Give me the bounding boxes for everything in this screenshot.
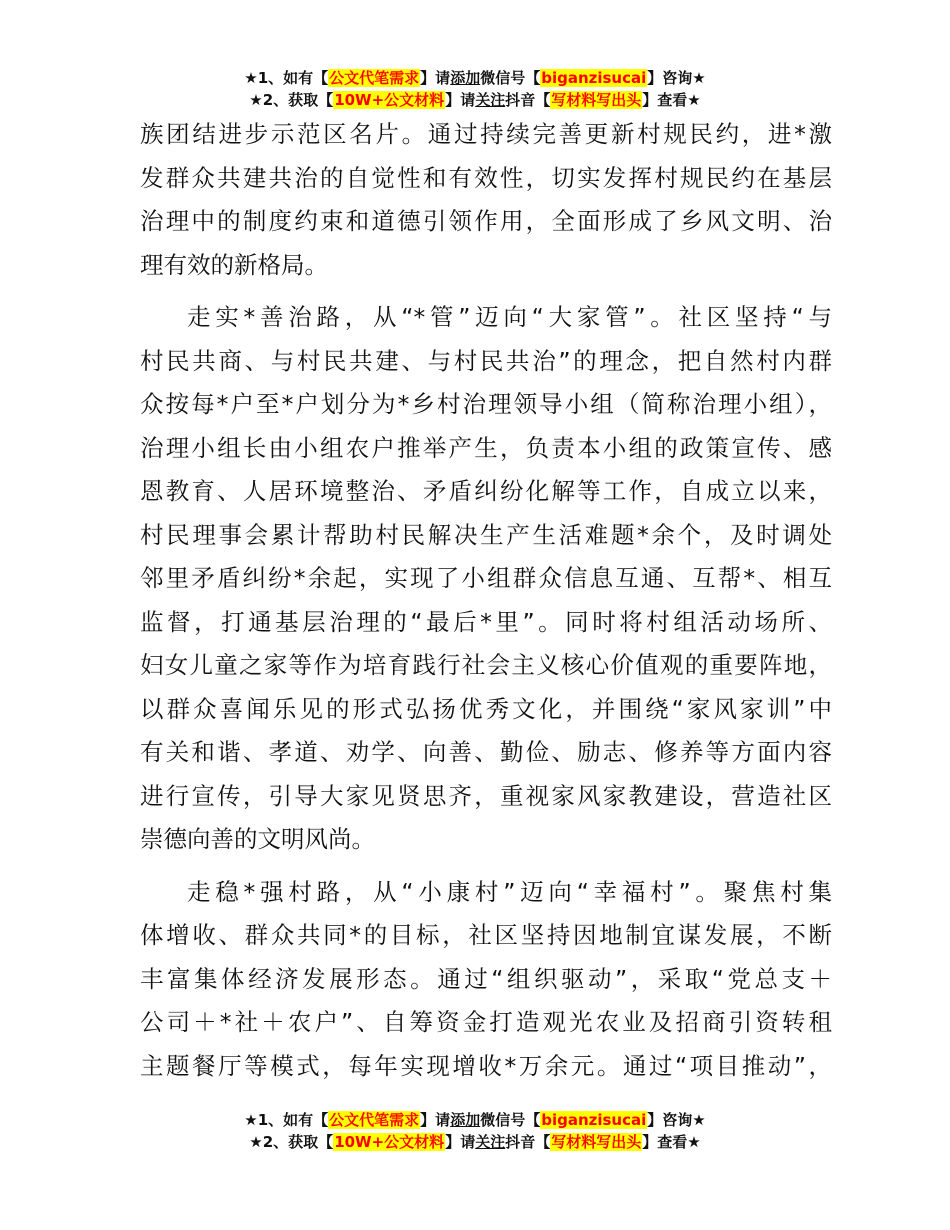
text-line: 邻里矛盾纠纷*余起，实现了小组群众信息互通、互帮*、相互	[140, 564, 832, 592]
text-line: 走稳*强村路，从“小康村”迈向“幸福村”。聚焦村集	[187, 877, 832, 906]
highlight-materials: 10W+公文材料	[334, 1133, 445, 1151]
banner-text: 微信号【	[480, 69, 541, 87]
text-line: 治理小组长由小组农户推举产生，负责本小组的政策宣传、感	[140, 433, 832, 462]
text-line: 进行宣传，引导大家见贤思齐，重视家风家教建设，营造社区	[140, 781, 832, 810]
text-line: 村民理事会累计帮助村民解决生产生活难题*余个，及时调处	[140, 520, 832, 549]
document-body	[140, 113, 832, 1097]
banner-text: 】咨询★	[647, 69, 706, 87]
banner-line-1	[0, 1109, 950, 1131]
header-banner	[0, 67, 950, 111]
text-line: 以群众喜闻乐见的形式弘扬优秀文化，并围绕“家风家训”中	[140, 694, 832, 723]
banner-text: 】咨询★	[647, 1111, 706, 1129]
paragraph-1	[140, 113, 832, 287]
underlined-text: 关注	[475, 1133, 506, 1151]
highlight-materials: 10W+公文材料	[334, 91, 445, 109]
banner-text: 】请	[445, 91, 476, 109]
text-line: 有关和谐、孝道、劝学、向善、勤俭、励志、修养等方面内容	[140, 738, 832, 766]
banner-text: 】查看★	[642, 1133, 701, 1151]
paragraph-3	[140, 871, 832, 1089]
text-line: 丰富集体经济发展形态。通过“组织驱动”，采取“党总支＋	[140, 964, 832, 993]
text-line: 崇德向善的文明风尚。	[140, 825, 375, 853]
banner-text: 】请	[420, 69, 451, 87]
text-line: 监督，打通基层治理的“最后*里”。同时将村组活动场所、	[140, 607, 832, 636]
text-line: 妇女儿童之家等作为培育践行社会主义核心价值观的重要阵地，	[140, 651, 832, 679]
underlined-text: 添加	[450, 1111, 481, 1129]
text-line: 公司＋*社＋农户”、自筹资金打造观光农业及招商引资转租	[140, 1008, 832, 1036]
banner-text: 】请	[445, 1133, 476, 1151]
banner-text: 微信号【	[480, 1111, 541, 1129]
banner-text: 】请	[420, 1111, 451, 1129]
text-line: 走实*善治路，从“*管”迈向“大家管”。社区坚持“与	[187, 303, 832, 331]
highlight-wechat-id: biganzisucai	[541, 69, 647, 87]
highlight-douyin-account: 写材料写出头	[551, 91, 642, 109]
text-line: 村民共商、与村民共建、与村民共治”的理念，把自然村内群	[140, 346, 832, 375]
text-line: 治理中的制度约束和道德引领作用，全面形成了乡风文明、治	[140, 207, 832, 235]
highlight-wechat-id: biganzisucai	[541, 1111, 647, 1129]
banner-text: ★2、获取【	[249, 1133, 334, 1151]
text-line: 发群众共建共治的自觉性和有效性，切实发挥村规民约在基层	[140, 163, 832, 192]
text-line: 理有效的新格局。	[140, 250, 328, 279]
banner-line-2	[0, 89, 950, 111]
banner-text: ★1、如有【	[244, 69, 329, 87]
text-line: 恩教育、人居环境整治、矛盾纠纷化解等工作，自成立以来，	[140, 477, 832, 505]
underlined-text: 添加	[450, 69, 481, 87]
paragraph-2	[140, 296, 832, 862]
banner-line-1	[0, 67, 950, 89]
text-line: 族团结进步示范区名片。通过持续完善更新村规民约，进*激	[140, 120, 832, 148]
banner-text: 】查看★	[642, 91, 701, 109]
highlight-service: 公文代笔需求	[329, 69, 420, 87]
underlined-text: 关注	[475, 91, 506, 109]
banner-text: 抖音【	[505, 1133, 551, 1151]
banner-text: 抖音【	[505, 91, 551, 109]
text-line: 体增收、群众共同*的目标，社区坚持因地制宜谋发展，不断	[140, 921, 832, 949]
banner-line-2	[0, 1131, 950, 1153]
banner-text: ★2、获取【	[249, 91, 334, 109]
text-line: 主题餐厅等模式，每年实现增收*万余元。通过“项目推动”，	[140, 1051, 832, 1080]
banner-text: ★1、如有【	[244, 1111, 329, 1129]
highlight-service: 公文代笔需求	[329, 1111, 420, 1129]
highlight-douyin-account: 写材料写出头	[551, 1133, 642, 1151]
footer-banner	[0, 1109, 950, 1153]
text-line: 众按每*户至*户划分为*乡村治理领导小组（简称治理小组），	[140, 390, 832, 418]
